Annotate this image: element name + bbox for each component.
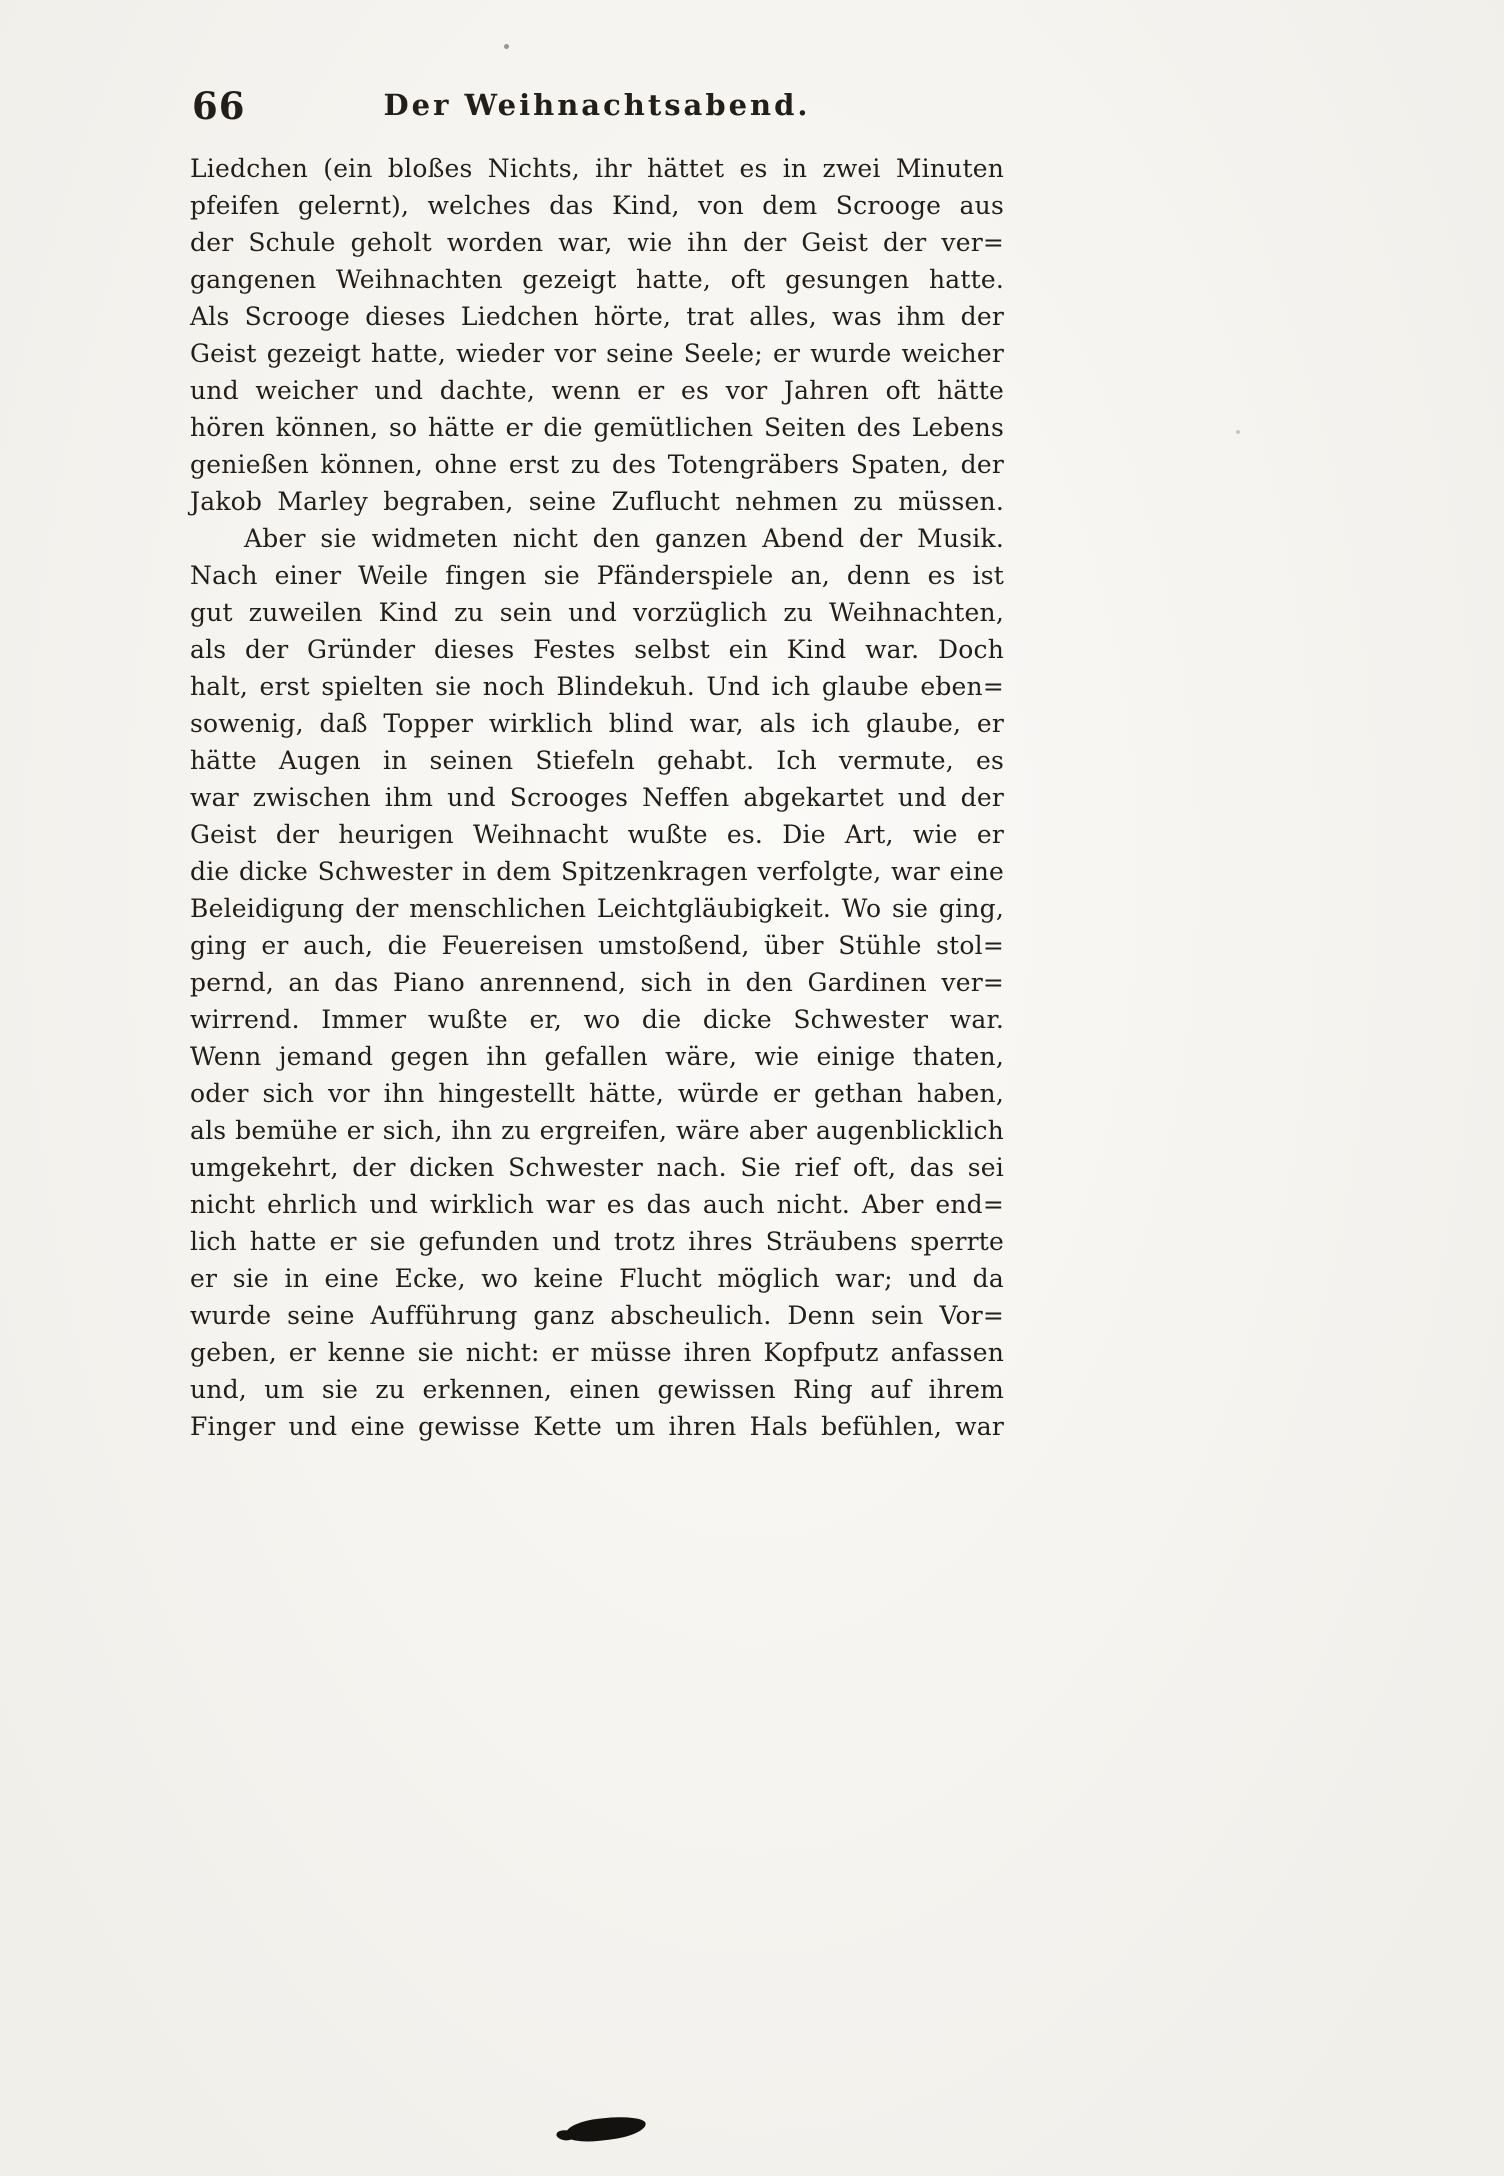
text-line: war zwischen ihm und Scrooges Neffen abgekartet und der — [190, 783, 1004, 812]
text-line: Wenn jemand gegen ihn gefallen wäre, wie einige thaten, — [190, 1042, 1004, 1071]
text-line: oder sich vor ihn hingestellt hätte, würde er gethan haben, — [190, 1079, 1004, 1108]
text-line: halt, erst spielten sie noch Blindekuh. Und ich glaube eben= — [190, 672, 1004, 701]
text-line: Als Scrooge dieses Liedchen hörte, trat alles, was ihm der — [190, 302, 1004, 331]
running-title: Der Weihnachtsabend. — [383, 88, 811, 122]
text-line: nicht ehrlich und wirklich war es das auch nicht. Aber end= — [190, 1190, 1004, 1219]
text-line: umgekehrt, der dicken Schwester nach. Sie rief oft, das sei — [190, 1153, 1004, 1182]
text-line: hören können, so hätte er die gemütlichen Seiten des Lebens — [190, 413, 1004, 442]
text-line: lich hatte er sie gefunden und trotz ihres Sträubens sperrte — [190, 1227, 1004, 1256]
text-line: geben, er kenne sie nicht: er müsse ihren Kopfputz anfassen — [190, 1338, 1004, 1367]
text-line: ging er auch, die Feuereisen umstoßend, über Stühle stol= — [190, 931, 1004, 960]
text-line: Jakob Marley begraben, seine Zuflucht nehmen zu müssen. — [190, 487, 1004, 516]
text-line: pernd, an das Piano anrennend, sich in den Gardinen ver= — [190, 968, 1004, 997]
text-line: und, um sie zu erkennen, einen gewissen Ring auf ihrem — [190, 1375, 1004, 1404]
text-line: wirrend. Immer wußte er, wo die dicke Schwester war. — [190, 1005, 1004, 1034]
text-line: Aber sie widmeten nicht den ganzen Abend der Musik. — [244, 524, 1004, 553]
text-line: die dicke Schwester in dem Spitzenkragen verfolgte, war eine — [190, 857, 1004, 886]
page-header — [190, 84, 1004, 130]
text-line: hätte Augen in seinen Stiefeln gehabt. Ich vermute, es — [190, 746, 1004, 775]
text-line: Geist gezeigt hatte, wieder vor seine Seele; er wurde weicher — [190, 339, 1004, 368]
text-line: Nach einer Weile fingen sie Pfänderspiele an, denn es ist — [190, 561, 1004, 590]
text-line: er sie in eine Ecke, wo keine Flucht möglich war; und da — [190, 1264, 1004, 1293]
text-line: als bemühe er sich, ihn zu ergreifen, wäre aber augenblicklich — [190, 1116, 1004, 1145]
text-line: pfeifen gelernt), welches das Kind, von dem Scrooge aus — [190, 191, 1004, 220]
text-line: genießen können, ohne erst zu des Totengräbers Spaten, der — [190, 450, 1004, 479]
scan-artifact-smudge — [565, 2114, 647, 2144]
text-line: und weicher und dachte, wenn er es vor Jahren oft hätte — [190, 376, 1004, 405]
text-line: Geist der heurigen Weihnacht wußte es. Die Art, wie er — [190, 820, 1004, 849]
text-line: wurde seine Aufführung ganz abscheulich. Denn sein Vor= — [190, 1301, 1004, 1330]
text-line: Liedchen (ein bloßes Nichts, ihr hättet es in zwei Minuten — [190, 154, 1004, 183]
text-line: gangenen Weihnachten gezeigt hatte, oft gesungen hatte. — [190, 265, 1004, 294]
scan-speck — [1236, 430, 1240, 434]
text-line: gut zuweilen Kind zu sein und vorzüglich zu Weihnachten, — [190, 598, 1004, 627]
text-line: der Schule geholt worden war, wie ihn der Geist der ver= — [190, 228, 1004, 257]
text-line: als der Gründer dieses Festes selbst ein Kind war. Doch — [190, 635, 1004, 664]
text-line: Beleidigung der menschlichen Leichtgläubigkeit. Wo sie ging, — [190, 894, 1004, 923]
scan-speck — [504, 44, 509, 49]
text-line: sowenig, daß Topper wirklich blind war, als ich glaube, er — [190, 709, 1004, 738]
page-number: 66 — [192, 84, 246, 128]
text-line: Finger und eine gewisse Kette um ihren Hals befühlen, war — [190, 1412, 1004, 1441]
text-block — [190, 150, 1004, 1445]
